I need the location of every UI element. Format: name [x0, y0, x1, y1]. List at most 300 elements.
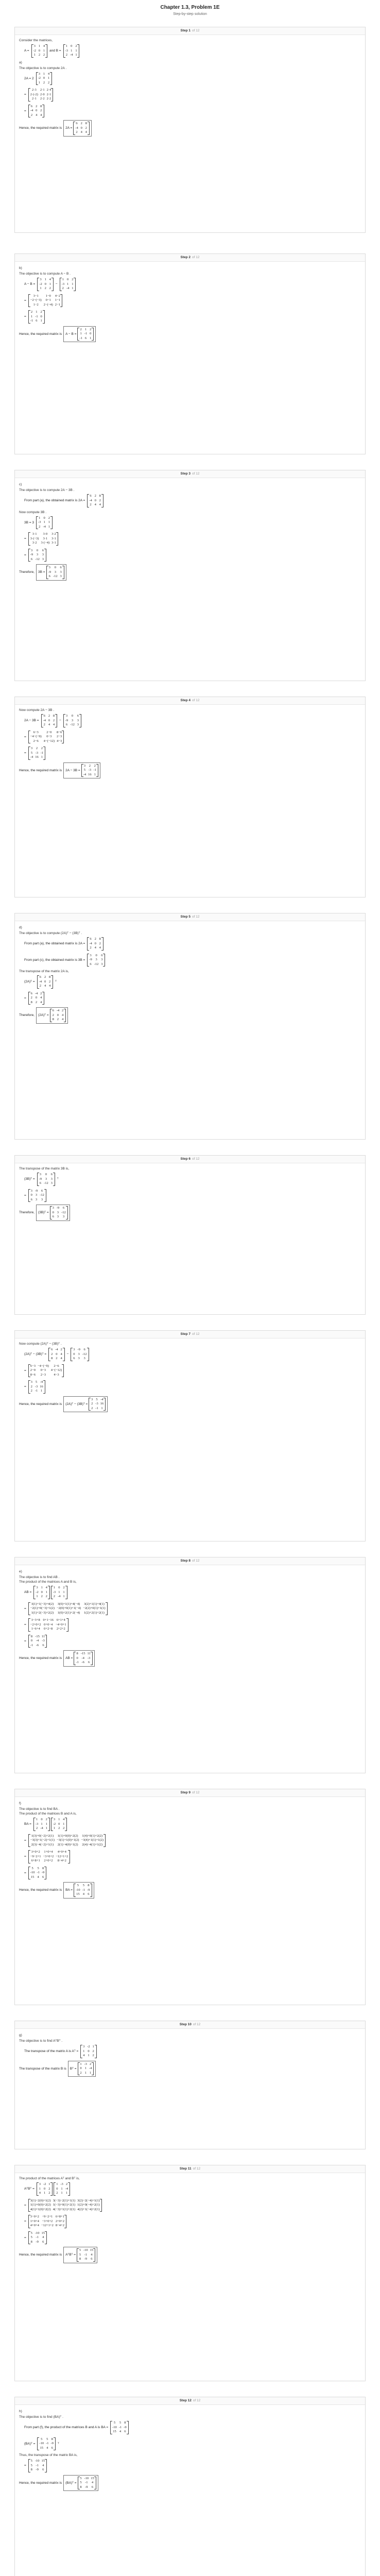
result-matrix	[77, 2248, 95, 2262]
matrix-cell: 4	[53, 723, 55, 726]
matrix-cell: -2	[33, 48, 37, 53]
step-label: Step 8	[180, 1559, 191, 1563]
matrix-cell: 2−6	[54, 1364, 59, 1368]
equation	[23, 310, 361, 324]
matrix-cell: 3·0	[43, 532, 48, 536]
matrix-cell: 4	[40, 1000, 42, 1004]
matrix-cell: 0	[43, 2187, 46, 2191]
result-line	[19, 762, 361, 779]
equation-operator: (3B)ᵀ =	[24, 1177, 35, 1181]
matrix-cell: 5	[37, 1866, 39, 1870]
equation-operator: =	[24, 2203, 26, 2207]
step-text: Now compute 3B .	[19, 510, 47, 514]
matrix-cell: 3	[62, 1215, 65, 1218]
matrix-cell: 4	[80, 130, 82, 134]
matrix-cell: 2	[63, 1826, 65, 1830]
step-card	[14, 1789, 366, 2005]
step-text: Now compute 2A − 3B .	[19, 708, 55, 712]
matrix-cell: 0−3	[46, 735, 52, 738]
matrix-cell: 8	[79, 2257, 81, 2261]
matrix-cell: −4+0+1	[55, 1622, 66, 1626]
page-subtitle: Step-by-step solution	[173, 12, 207, 16]
equation-operator: =	[24, 735, 26, 739]
matrix-cell: -9	[65, 718, 68, 722]
matrix-cell: 2	[65, 53, 67, 57]
matrix-cell: 2·0	[40, 92, 45, 96]
equation	[23, 1602, 361, 1616]
matrix-cell: 2	[94, 494, 96, 498]
matrix-cell: 2	[99, 941, 101, 945]
equation-operator: 3B = 3	[24, 520, 34, 524]
matrix-cell: 1	[41, 755, 43, 759]
matrix-cell: -9	[36, 2468, 39, 2471]
matrix-cell: -4	[36, 1639, 39, 1642]
matrix-cell: 0	[41, 1818, 43, 1821]
matrix-cell: 2	[39, 524, 41, 529]
matrix-cell: 2	[80, 327, 82, 331]
matrix-cell: -1	[37, 1871, 40, 1874]
result-matrix	[73, 122, 89, 135]
step-header	[15, 1331, 365, 1338]
matrix-cell: −2(1)+0(−3)+1(2)	[30, 1606, 55, 1610]
step-text: The product of the matrices A and B is,	[19, 1580, 77, 1584]
step-header	[15, 1156, 365, 1163]
matrix-cell: 5	[35, 1380, 38, 1384]
step-text: Now compute (2A)ᵀ − (3B)ᵀ .	[19, 1342, 62, 1346]
equation	[23, 1866, 361, 1880]
matrix-cell: 1	[48, 2182, 50, 2186]
matrix-cell: 2	[63, 1586, 65, 1589]
matrix-cell: 2	[44, 975, 46, 979]
matrix-cell: -3	[65, 48, 68, 53]
matrix-cell: 4	[83, 2054, 85, 2057]
matrix-cell: 2	[99, 498, 101, 502]
step-body	[15, 262, 365, 345]
matrix-cell: -9	[36, 2240, 39, 2244]
matrix-cell: 1(1)+0(0)+2(2)	[57, 1834, 78, 1838]
equation-operator: From part (a), the obtained matrix is 2A =	[24, 499, 85, 503]
equation	[23, 494, 361, 508]
matrix-cell: 8	[30, 1634, 33, 1638]
matrix-cell: 3	[30, 747, 33, 750]
matrix-cell: -4	[34, 991, 38, 995]
matrix-cell: 3	[38, 72, 40, 76]
matrix-cell: 1	[48, 524, 50, 529]
matrix-cell: 6	[91, 2257, 93, 2261]
matrix-cell: 5	[80, 2476, 82, 2480]
equation-operator: =	[24, 2464, 26, 2468]
matrix-cell: 3·2	[32, 541, 37, 545]
matrix-cell: 1(4)+0(1)+2(2)	[82, 1834, 103, 1838]
matrix-cell: 3	[60, 574, 62, 578]
matrix-cell: 8	[51, 1357, 53, 1360]
step-body	[15, 921, 365, 1027]
matrix-cell: 6	[36, 319, 38, 323]
result-lhs: AᵀBᵀ =	[65, 2253, 76, 2257]
matrix-cell: -1	[36, 2235, 39, 2239]
matrix-cell: 15	[40, 2446, 43, 2450]
matrix-cell: 1	[75, 53, 77, 57]
matrix-cell: 2	[48, 714, 50, 718]
matrix-cell: -12	[94, 962, 99, 966]
matrix-cell: −2−(−3)	[30, 298, 42, 302]
matrix-cell: 0	[30, 1639, 33, 1642]
matrix-cell: -3	[35, 751, 39, 755]
matrix-cell: 1(−3)+0(1)+2(1)	[53, 2203, 76, 2207]
matrix-cell: 1	[41, 1586, 43, 1589]
matrix-cell: 4	[39, 2191, 41, 2195]
matrix	[51, 1818, 67, 1831]
matrix-cell: 0	[30, 1193, 32, 1197]
matrix-cell: 3	[78, 1357, 80, 1360]
equation-operator: 2A = 2	[24, 76, 34, 80]
result-matrix	[89, 1398, 106, 1411]
matrix-cell: 1(2)+0(−4)+2(1)	[77, 2203, 100, 2207]
matrix-cell: 3	[77, 723, 79, 726]
matrix-cell: 1	[72, 286, 74, 290]
step-body	[15, 1797, 365, 1902]
matrix-cell: -1	[30, 1643, 33, 1647]
result-box	[63, 1882, 94, 1899]
step-header	[15, 1557, 365, 1565]
result-text: Therefore,	[19, 570, 34, 574]
step-body	[15, 478, 365, 584]
matrix-cell: 0+0−4	[44, 1622, 53, 1626]
matrix-cell: 8	[51, 2437, 53, 2441]
matrix-cell: 4	[62, 1018, 64, 1021]
matrix-cell: 2−0	[46, 730, 52, 734]
matrix-cell: 3(2)+1(1)+4(1)	[83, 1602, 105, 1606]
matrix-cell: 2·3	[32, 88, 37, 92]
matrix-cell: −4−(−9)	[30, 735, 42, 738]
matrix-cell: 0	[44, 979, 46, 984]
equation	[23, 548, 361, 563]
equation-operator: −	[59, 719, 61, 723]
equation-operator: =	[24, 315, 26, 319]
matrix-cell: −2(2)+0(1)+1(1)	[83, 1606, 106, 1610]
matrix-cell: 8	[52, 1018, 54, 1021]
matrix-cell: 3·(−3)	[30, 536, 39, 540]
matrix-cell: -12	[53, 574, 58, 578]
equation	[23, 975, 361, 989]
matrix-cell: 1	[61, 2191, 63, 2195]
equation-operator: A − B =	[24, 282, 36, 286]
step-body	[15, 2405, 365, 2494]
matrix-cell: 2	[43, 80, 45, 84]
matrix	[28, 1380, 45, 1394]
step-header	[15, 2397, 365, 2405]
equation-operator: =	[24, 1606, 26, 1611]
matrix-cell: 6	[77, 714, 79, 718]
matrix-cell: 1(0)+2(1)+2(−4)	[57, 1611, 80, 1615]
matrix-cell: -9	[48, 570, 51, 574]
result-matrix	[77, 328, 94, 341]
matrix	[28, 747, 45, 760]
equation	[23, 1585, 361, 1600]
matrix-cell: 1	[47, 76, 50, 80]
matrix-cell: 3	[91, 1397, 93, 1401]
matrix-cell: 2	[85, 126, 87, 130]
matrix-cell: 2	[41, 1595, 43, 1598]
matrix-cell: 1	[80, 2062, 82, 2066]
equation-operator: and B =	[49, 49, 61, 53]
matrix-cell: 4	[91, 2252, 93, 2257]
step-text: The product of the matrices Aᵀ and Bᵀ is,	[19, 2177, 80, 2180]
matrix-cell: 1	[36, 1595, 38, 1598]
matrix-cell: 0	[76, 1656, 78, 1660]
matrix-cell: 3	[71, 718, 74, 722]
matrix-cell: 8	[88, 1884, 90, 1887]
step-of-total: of 12	[192, 1157, 200, 1161]
matrix-cell: 8	[30, 2468, 32, 2471]
result-line	[19, 564, 361, 581]
matrix-cell: 4	[45, 1586, 47, 1589]
matrix-cell: -9	[85, 2485, 88, 2489]
matrix	[28, 549, 46, 562]
matrix-cell: 3·(−4)	[41, 541, 50, 545]
matrix-cell: 8	[40, 104, 42, 108]
equation-operator: =	[24, 1368, 26, 1372]
matrix-cell: -3	[60, 2182, 63, 2186]
equation-operator: −	[66, 1352, 69, 1357]
matrix-cell: 3	[83, 1357, 85, 1360]
matrix-cell: -3	[88, 768, 92, 772]
equation-operator: 2A − 3B =	[24, 719, 39, 723]
matrix-cell: 2−(−4)	[43, 302, 53, 307]
matrix-cell: 5	[80, 2481, 82, 2484]
result-text: Hence, the required matrix is	[19, 332, 62, 336]
matrix-cell: -3	[38, 520, 41, 524]
step-card	[14, 697, 366, 897]
equation-operator: =	[24, 537, 26, 541]
matrix-cell: 4	[62, 1013, 64, 1017]
matrix-cell: 6	[51, 2446, 53, 2450]
matrix-cell: 2	[72, 278, 74, 281]
matrix-cell: 3	[90, 953, 92, 957]
step-card	[14, 1155, 366, 1315]
matrix-cell: 0	[90, 332, 92, 335]
matrix-cell: 6+8+1	[55, 2215, 64, 2218]
matrix-cell: 2	[58, 1826, 60, 1830]
part-label: d)	[19, 926, 22, 929]
matrix-cell: 8−6	[57, 730, 62, 734]
step-text: Consider the matrices,	[19, 39, 53, 42]
matrix-cell: 2	[38, 53, 41, 57]
matrix-cell: -2	[39, 282, 42, 286]
step-text: The objective is to find (BA)ᵀ .	[19, 2415, 63, 2419]
equation	[23, 1834, 361, 1848]
matrix-cell: 1	[40, 286, 42, 290]
matrix-cell: 3	[101, 958, 103, 961]
step-of-total: of 12	[192, 29, 200, 32]
matrix-cell: 2	[43, 53, 45, 57]
result-line	[19, 1396, 361, 1413]
result-lhs: Bᵀ =	[70, 2066, 77, 2071]
result-lhs: (2A)ᵀ =	[38, 1013, 49, 1018]
matrix-cell: 4	[42, 2235, 44, 2239]
equation	[23, 104, 361, 118]
matrix-cell: 5	[30, 2231, 32, 2235]
matrix-cell: 6	[90, 937, 92, 941]
matrix-cell: -1	[84, 2252, 88, 2257]
part-label: g)	[19, 2033, 22, 2037]
result-box	[68, 2061, 96, 2077]
matrix	[37, 2437, 56, 2451]
matrix	[87, 937, 103, 951]
matrix-cell: 1+0+4	[30, 2219, 39, 2223]
matrix-cell: -1	[118, 2425, 122, 2429]
matrix-cell: 2	[91, 1402, 93, 1405]
matrix-cell: 1	[90, 2071, 92, 2075]
result-lhs: (3B)ᵀ =	[38, 1211, 49, 1215]
step-label: Step 2	[180, 256, 191, 259]
matrix-cell: 2	[62, 1009, 64, 1012]
result-matrix	[74, 1652, 92, 1665]
step-text: The objective is to compute A − B .	[19, 272, 71, 276]
step-header	[15, 470, 365, 478]
matrix-cell: 2+0+2	[44, 1859, 53, 1862]
equation-operator: =	[24, 1193, 26, 1197]
matrix	[28, 1635, 47, 1648]
matrix-cell: 1	[92, 2045, 94, 2048]
matrix	[71, 1348, 89, 1361]
result-box	[36, 1007, 68, 1024]
matrix-cell: 6	[41, 1189, 43, 1193]
matrix-cell: 2	[53, 718, 55, 722]
result-matrix	[81, 764, 98, 777]
result-text: Hence, the required matrix is	[19, 2253, 62, 2257]
step-text: The transpose of the matrix 2A is,	[19, 970, 69, 973]
matrix-cell: 8	[76, 1652, 78, 1655]
matrix-cell: 2	[90, 503, 92, 506]
result-line	[19, 1650, 361, 1667]
matrix-cell: 1	[63, 1822, 65, 1826]
matrix-cell: 2	[91, 1406, 93, 1410]
matrix-cell: -1	[93, 768, 96, 772]
equation	[23, 1618, 361, 1632]
matrix-cell: 0	[56, 2187, 58, 2191]
matrix	[48, 1348, 64, 1361]
matrix-cell: 2	[52, 1013, 54, 1017]
equation	[23, 1172, 361, 1187]
matrix-cell: 1	[58, 1590, 60, 1594]
matrix-cell: 3	[35, 1193, 38, 1197]
matrix-cell: 2	[57, 1018, 59, 1021]
result-line	[19, 2475, 361, 2492]
equation-operator: =	[24, 553, 26, 557]
matrix-cell: 8	[85, 122, 87, 125]
matrix-cell: 2	[94, 937, 96, 941]
equation-operator: ᵀ	[55, 980, 57, 984]
step-card	[14, 2397, 366, 2576]
matrix-cell: 5	[46, 2437, 48, 2441]
matrix-cell: 4	[46, 2446, 48, 2450]
equation-operator: =	[24, 93, 26, 97]
matrix-cell: 1	[62, 278, 64, 281]
matrix-cell: 6	[42, 1875, 44, 1879]
matrix-cell: 0	[88, 2049, 90, 2053]
step-label: Step 12	[179, 2399, 192, 2402]
matrix-cell: 2	[80, 122, 82, 125]
matrix-cell: 4	[119, 2430, 122, 2433]
matrix-cell: 16	[40, 1384, 43, 1388]
matrix-cell: 2	[65, 2182, 68, 2186]
equation-operator: =	[24, 996, 26, 1000]
step-text: The objective is to compute 2A .	[19, 66, 67, 70]
matrix-cell: 3	[73, 1348, 75, 1351]
matrix-cell: 4	[47, 72, 50, 76]
matrix-cell: 0	[58, 1586, 60, 1589]
matrix-cell: 1	[40, 319, 42, 323]
matrix-cell: 1	[75, 48, 77, 53]
matrix-cell: 2	[41, 747, 43, 750]
matrix-cell: -10	[83, 2248, 88, 2252]
matrix-cell: 0	[52, 1210, 54, 1214]
equation	[23, 1817, 361, 1832]
matrix-cell: 6	[30, 1197, 32, 1201]
result-text: Hence, the required matrix is	[19, 1888, 62, 1892]
step-body	[15, 2173, 365, 2266]
matrix	[54, 2182, 70, 2196]
matrix-cell: 3	[60, 570, 62, 574]
result-lhs: 2A =	[65, 126, 73, 130]
matrix-cell: 6	[48, 574, 50, 578]
result-matrix	[78, 2062, 94, 2076]
matrix	[28, 532, 58, 546]
matrix-cell: 1	[88, 2054, 90, 2057]
matrix-cell: 0	[45, 1173, 47, 1176]
equation-operator: =	[24, 109, 26, 113]
matrix-cell: 6	[90, 494, 92, 498]
matrix-cell: 1	[36, 310, 38, 314]
matrix-cell: 3	[52, 1206, 54, 1210]
matrix-cell: 1−1	[55, 298, 60, 302]
matrix-cell: 8	[53, 714, 55, 718]
matrix-cell: -12	[70, 723, 75, 726]
matrix-cell: 0+2−8	[44, 1627, 53, 1631]
matrix-cell: 1	[39, 516, 41, 520]
matrix-cell: 2	[30, 310, 33, 314]
result-box	[63, 1650, 95, 1667]
matrix-cell: 3·1	[51, 541, 56, 545]
matrix-cell: -9	[84, 2257, 88, 2261]
matrix-cell: -4	[100, 1397, 103, 1401]
matrix-cell: 6	[50, 1173, 53, 1176]
matrix	[87, 954, 105, 967]
matrix-cell: -9	[87, 1888, 90, 1892]
matrix-cell: 8	[99, 937, 101, 941]
step-of-total: of 12	[193, 2167, 201, 2171]
matrix-cell: 3−1	[33, 294, 39, 298]
matrix-cell: 6	[101, 953, 103, 957]
equation-operator: =	[24, 2219, 26, 2224]
matrix-cell: 1	[84, 327, 87, 331]
matrix-cell: -4	[83, 772, 87, 776]
matrix-cell: -1	[85, 2481, 88, 2484]
equation	[23, 2459, 361, 2473]
matrix-cell: 3·1	[43, 536, 48, 540]
matrix-cell: 2	[30, 1389, 32, 1393]
matrix-cell: 2	[40, 991, 42, 995]
matrix-cell: 11	[87, 1652, 91, 1655]
matrix-cell: 8	[49, 975, 51, 979]
matrix-cell: 3−3+8	[31, 1618, 40, 1622]
matrix-cell: 5	[31, 1866, 33, 1870]
matrix-cell: 0	[80, 2066, 82, 2070]
matrix-cell: 1	[67, 282, 69, 286]
step-of-total: of 12	[192, 915, 200, 919]
matrix-cell: 2	[48, 2191, 50, 2195]
